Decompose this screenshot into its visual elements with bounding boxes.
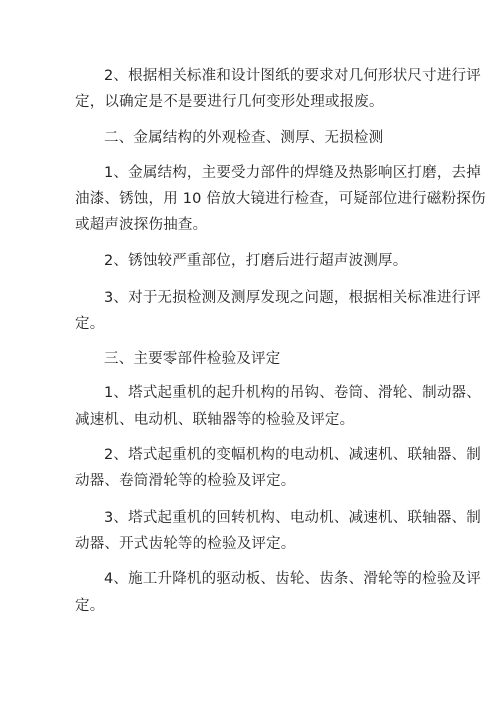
section-heading: 三、主要零部件检验及评定: [104, 351, 281, 367]
paragraph-line: 动器、卷筒滑轮等的检验及评定。: [75, 473, 296, 489]
paragraph-line: 3、塔式起重机的回转机构、电动机、减速机、联轴器、制: [104, 510, 481, 526]
paragraph-line: 定。: [75, 598, 105, 614]
paragraph-line: 1、金属结构，主要受力部件的焊缝及热影响区打磨，去掉: [104, 165, 481, 181]
section-heading: 二、金属结构的外观检查、测厚、无损检测: [104, 130, 384, 146]
paragraph-line: 4、施工升降机的驱动板、齿轮、齿条、滑轮等的检验及评: [104, 571, 481, 587]
paragraph-line: 3、对于无损检测及测厚发现之问题，根据相关标准进行评: [104, 290, 481, 306]
paragraph-line: 1、塔式起重机的起升机构的吊钩、卷筒、滑轮、制动器、: [104, 385, 481, 401]
paragraph-line: 定。: [75, 316, 105, 332]
paragraph-line: 2、锈蚀较严重部位，打磨后进行超声波测厚。: [104, 253, 408, 269]
paragraph-line: 动器、开式齿轮等的检验及评定。: [75, 536, 296, 552]
paragraph-line: 油漆、锈蚀，用 10 倍放大镜进行检查，可疑部位进行磁粉探伤: [75, 191, 486, 207]
paragraph-line: 2、根据相关标准和设计图纸的要求对几何形状尺寸进行评: [104, 68, 481, 84]
paragraph-line: 减速机、电动机、联轴器等的检验及评定。: [75, 412, 355, 428]
paragraph-line: 2、塔式起重机的变幅机构的电动机、减速机、联轴器、制: [104, 447, 481, 463]
paragraph-line: 定，以确定是不是要进行几何变形处理或报废。: [75, 94, 384, 110]
paragraph-line: 或超声波探伤抽查。: [75, 217, 208, 233]
